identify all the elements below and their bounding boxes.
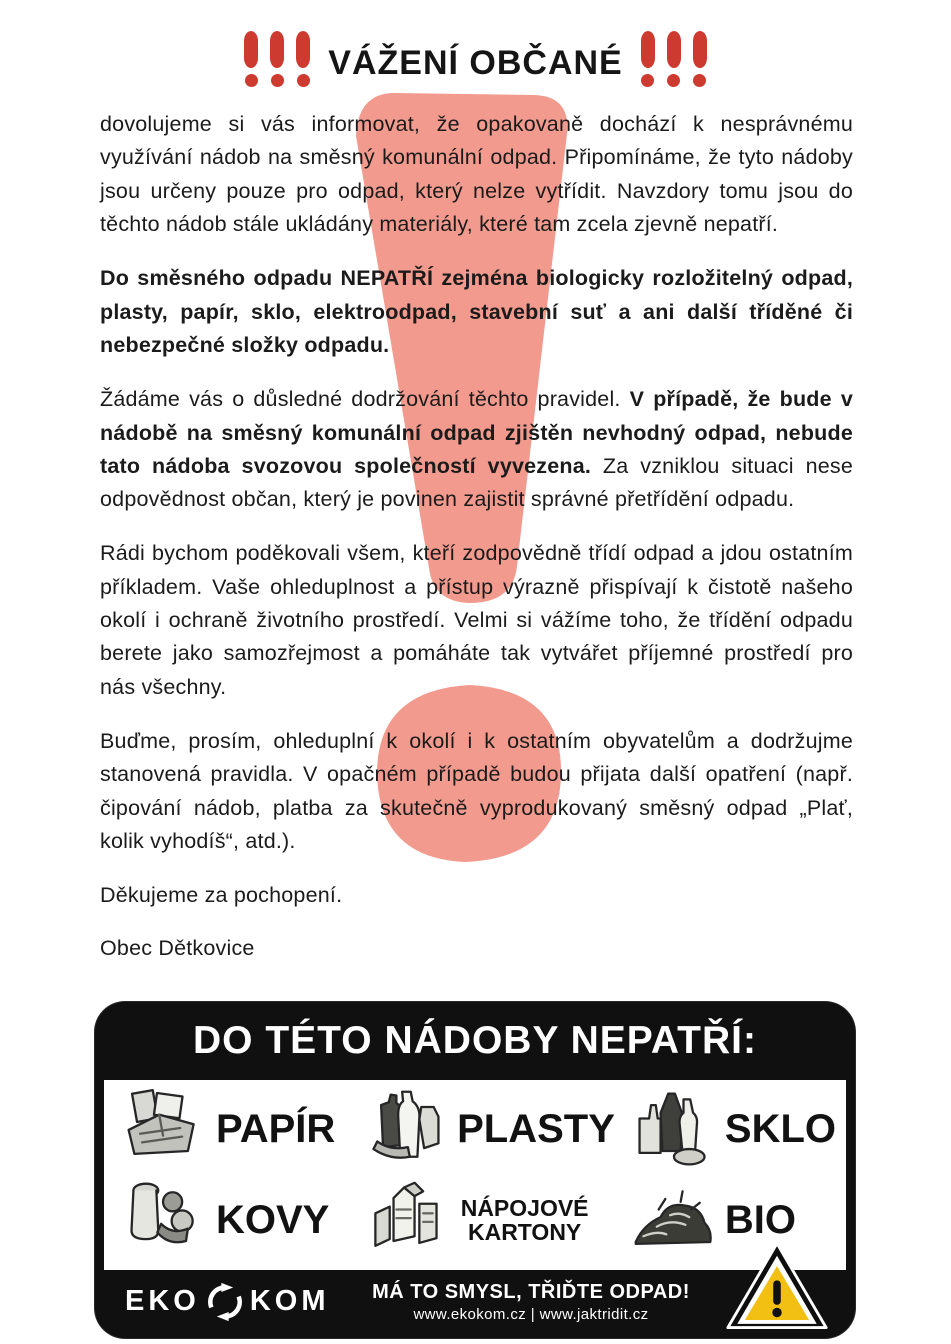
rules-text-bold: V případě, že bude v nádobě na směsný komunální odpad zjištěn nevhodný odpad, nebude tato nádoba svozovou společností vyvezena. (100, 387, 853, 478)
waste-item-napojove-kartony (347, 1175, 615, 1266)
waste-item-kovy (106, 1175, 347, 1266)
waste-label: SKLO (724, 1106, 837, 1151)
paragraph-rules (100, 383, 853, 516)
letter-body (100, 108, 853, 965)
plastic-waste-icon (361, 1086, 449, 1172)
ekokom-logo-text-left: EKO (125, 1285, 200, 1318)
waste-label: NÁPOJOVÉ KARTONY (460, 1194, 589, 1246)
banner-slogan: MÁ TO SMYSL, TŘIĎTE ODPAD! (372, 1280, 690, 1303)
beverage-carton-icon (361, 1177, 449, 1263)
red-exclamations-left-icon (244, 31, 310, 87)
waste-item-plasty (347, 1084, 615, 1175)
banner-footer (95, 1270, 855, 1338)
red-exclamations-right-icon (641, 31, 707, 87)
paragraph-thanks-sorters: Rádi bychom poděkovali všem, kteří zodpovědně třídí odpad a jdou ostatním příkladem. Vaše ohleduplnost a přístup výrazně přispívají k čistotě našeho okolí i ochraně životního prostředí. Velmi si vážíme toho, že třídění odpadu berete jako samozřejmost a pomáháte tak vytvářet příjemné prostředí pro nás všechny. (100, 541, 853, 699)
paragraph-intro: dovolujeme si vás informovat, že opakovaně dochází k nesprávnému využívání nádob na směsný komunální odpad. Připomínáme, že tyto nádoby jsou určeny pouze pro odpad, který nelze vytřídit. Navzdory tomu jsou do těchto nádob stále ukládány materiály, které tam zcela zjevně nepatří. (100, 112, 853, 236)
rules-text-end: Za vzniklou situaci nese odpovědnost občan, který je povinen zajistit správné přetřídění odpadu. (100, 453, 853, 512)
warning-triangle-icon (725, 1239, 829, 1333)
waste-label: PAPÍR (216, 1106, 336, 1151)
paragraph-measures: Buďme, prosím, ohleduplní k okolí i k ostatním obyvatelům a dodržujme stanovená pravidla. V opačném případě budou přijata další opatření (např. čipování nádob, platba za skutečně vyprodukovaný směsný odpad „Plať, kolik vyhodíš“, atd.). (100, 729, 853, 853)
notice-title-row (0, 0, 951, 92)
waste-label: KOVY (216, 1197, 330, 1242)
rules-text-start: Žádáme vás o důsledné dodržování těchto pravidel. (100, 387, 630, 412)
banner-header-text: DO TÉTO NÁDOBY NEPATŘÍ: (193, 1018, 757, 1062)
waste-item-papir (106, 1084, 347, 1175)
paper-waste-icon (120, 1086, 208, 1172)
banner-header (95, 1002, 855, 1080)
waste-label: BIO (724, 1197, 797, 1242)
banner-websites: www.ekokom.cz | www.jaktridit.cz (413, 1305, 649, 1323)
ekokom-logo-text-right: KOM (249, 1285, 330, 1318)
metal-waste-icon (120, 1177, 208, 1263)
page-title: VÁŽENÍ OBČANÉ (328, 43, 623, 82)
recycling-circle-icon (205, 1282, 245, 1322)
signature: Obec Dětkovice (100, 935, 255, 960)
waste-label: PLASTY (457, 1106, 615, 1151)
ekokom-logo (125, 1282, 375, 1322)
glass-waste-icon (629, 1086, 717, 1172)
waste-item-sklo (615, 1084, 844, 1175)
closing-thanks: Děkujeme za pochopení. (100, 883, 343, 908)
bio-waste-icon (629, 1177, 717, 1263)
paragraph-forbidden-items: Do směsného odpadu NEPATŘÍ zejména biologicky rozložitelný odpad, plasty, papír, sklo, elektroodpad, stavební suť a ani další tříděné či nebezpečné složky odpadu. (100, 266, 853, 357)
waste-banner (95, 1002, 855, 1338)
